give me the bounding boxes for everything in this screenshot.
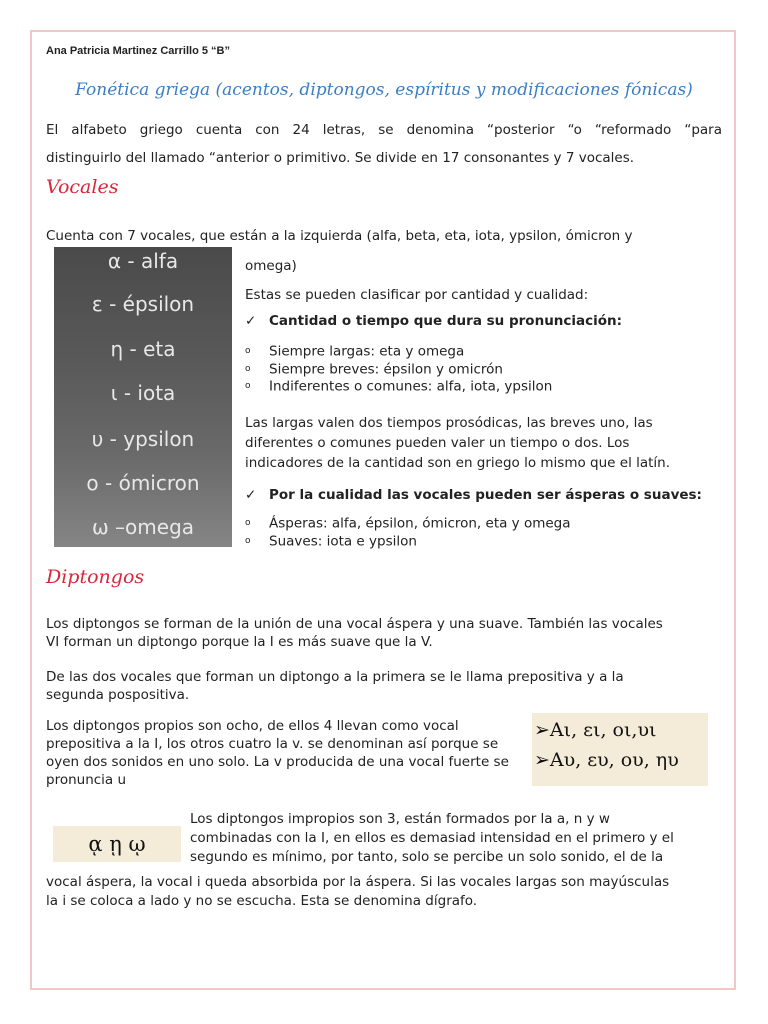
- vocales-classify: Estas se pueden clasificar por cantidad y cualidad:: [245, 287, 589, 303]
- diptongos-p4-bottom: vocal áspera, la vocal i queda absorbida por la áspera. Si las vocales largas son mayúsculas la i se coloca a lado y no se escucha. Esta se denomina dígrafo.: [46, 874, 670, 909]
- vowel-omega: ω –omega: [91, 515, 195, 539]
- bullet-icon: o: [245, 535, 251, 546]
- page-title: Fonética griega (acentos, diptongos, espíritus y modificaciones fónicas): [75, 80, 693, 100]
- bullet-icon: o: [245, 346, 251, 356]
- vocales-line-1: Cuenta con 7 vocales, que están a la izquierda (alfa, beta, eta, iota, ypsilon, ómicron y: [46, 228, 633, 244]
- list-item: o Siempre largas: eta y omega: [245, 343, 465, 360]
- diptongos-p4-top: Los diptongos impropios son 3, están formados por la a, n y w combinadas con la I, en ellos es demasiad intensidad en el primero y el segundo es mínimo, por tanto, solo se percibe un solo sonido, el de la: [190, 811, 674, 865]
- bullet-icon: o: [245, 381, 251, 391]
- bullet-icon: o: [245, 518, 251, 528]
- vowel-table-image: [54, 247, 232, 547]
- diptongos-u-line: ➢Aυ, ευ, ου, ηυ: [534, 749, 679, 771]
- list-item: o Indiferentes o comunes: alfa, iota, ypsilon: [245, 378, 553, 395]
- cantidad-title-row: [245, 313, 622, 329]
- vowel-eta: η - eta: [110, 337, 176, 361]
- vocales-line-2: omega): [245, 258, 297, 274]
- vowel-iota: ι - iota: [110, 381, 176, 405]
- bullet-icon: o: [245, 363, 251, 374]
- diptongos-impropios-image: ᾳ ῃ ῳ: [53, 826, 181, 862]
- cualidad-list: [245, 515, 571, 550]
- list-item: o Suaves: iota e ypsilon: [245, 533, 417, 549]
- intro-line-2: distinguirlo del llamado “anterior o primitivo. Se divide en 17 consonantes y 7 vocales.: [46, 150, 635, 166]
- vocales-heading: Vocales: [46, 176, 119, 198]
- vowel-omicron: ο - ómicron: [86, 471, 200, 495]
- vowel-alfa: α - alfa: [107, 249, 179, 273]
- diptongos-propios-image: [532, 713, 708, 786]
- diptongos-p1: Los diptongos se forman de la unión de una vocal áspera y una suave. También las vocales VI forman un diptongo porque la I es más suave que la V.: [46, 616, 663, 650]
- diptongos-i-line: ➢Aι, ει, οι,υι: [534, 719, 657, 741]
- largas-paragraph: Las largas valen dos tiempos prosódicas, las breves uno, las diferentes o comunes pueden valer un tiempo o dos. Los indicadores de la cantidad son en griego lo mismo que el latín.: [245, 415, 671, 471]
- vowel-epsilon: ε - épsilon: [91, 292, 195, 316]
- cualidad-title-row: [245, 487, 702, 503]
- intro-line-1: El alfabeto griego cuenta con 24 letras, se denomina “posterior “o “reformado “para: [46, 122, 722, 138]
- author-line: Ana Patricia Martinez Carrillo 5 “B”: [46, 45, 230, 57]
- cualidad-title: Por la cualidad las vocales pueden ser ásperas o suaves:: [269, 487, 702, 503]
- check-icon: ✓: [245, 487, 257, 503]
- diptongos-heading: Diptongos: [46, 566, 145, 588]
- diptongos-p3: Los diptongos propios son ocho, de ellos 4 llevan como vocal prepositiva a la I, los otros cuatro la v. se denominan así porque se oyen dos sonidos en uno solo. La v producida de una vocal fuerte se pronuncia u: [46, 718, 509, 788]
- list-item: o Siempre breves: épsilon y omicrón: [245, 361, 503, 377]
- vowel-ypsilon: υ - ypsilon: [91, 427, 195, 451]
- check-icon: ✓: [245, 313, 257, 329]
- cantidad-title: Cantidad o tiempo que dura su pronunciación:: [269, 313, 623, 329]
- list-item: o Ásperas: alfa, épsilon, ómicron, eta y omega: [245, 515, 571, 532]
- cantidad-list: [245, 343, 552, 396]
- diptongos-p2: De las dos vocales que forman un diptongo a la primera se le llama prepositiva y a la segunda pospositiva.: [46, 669, 624, 703]
